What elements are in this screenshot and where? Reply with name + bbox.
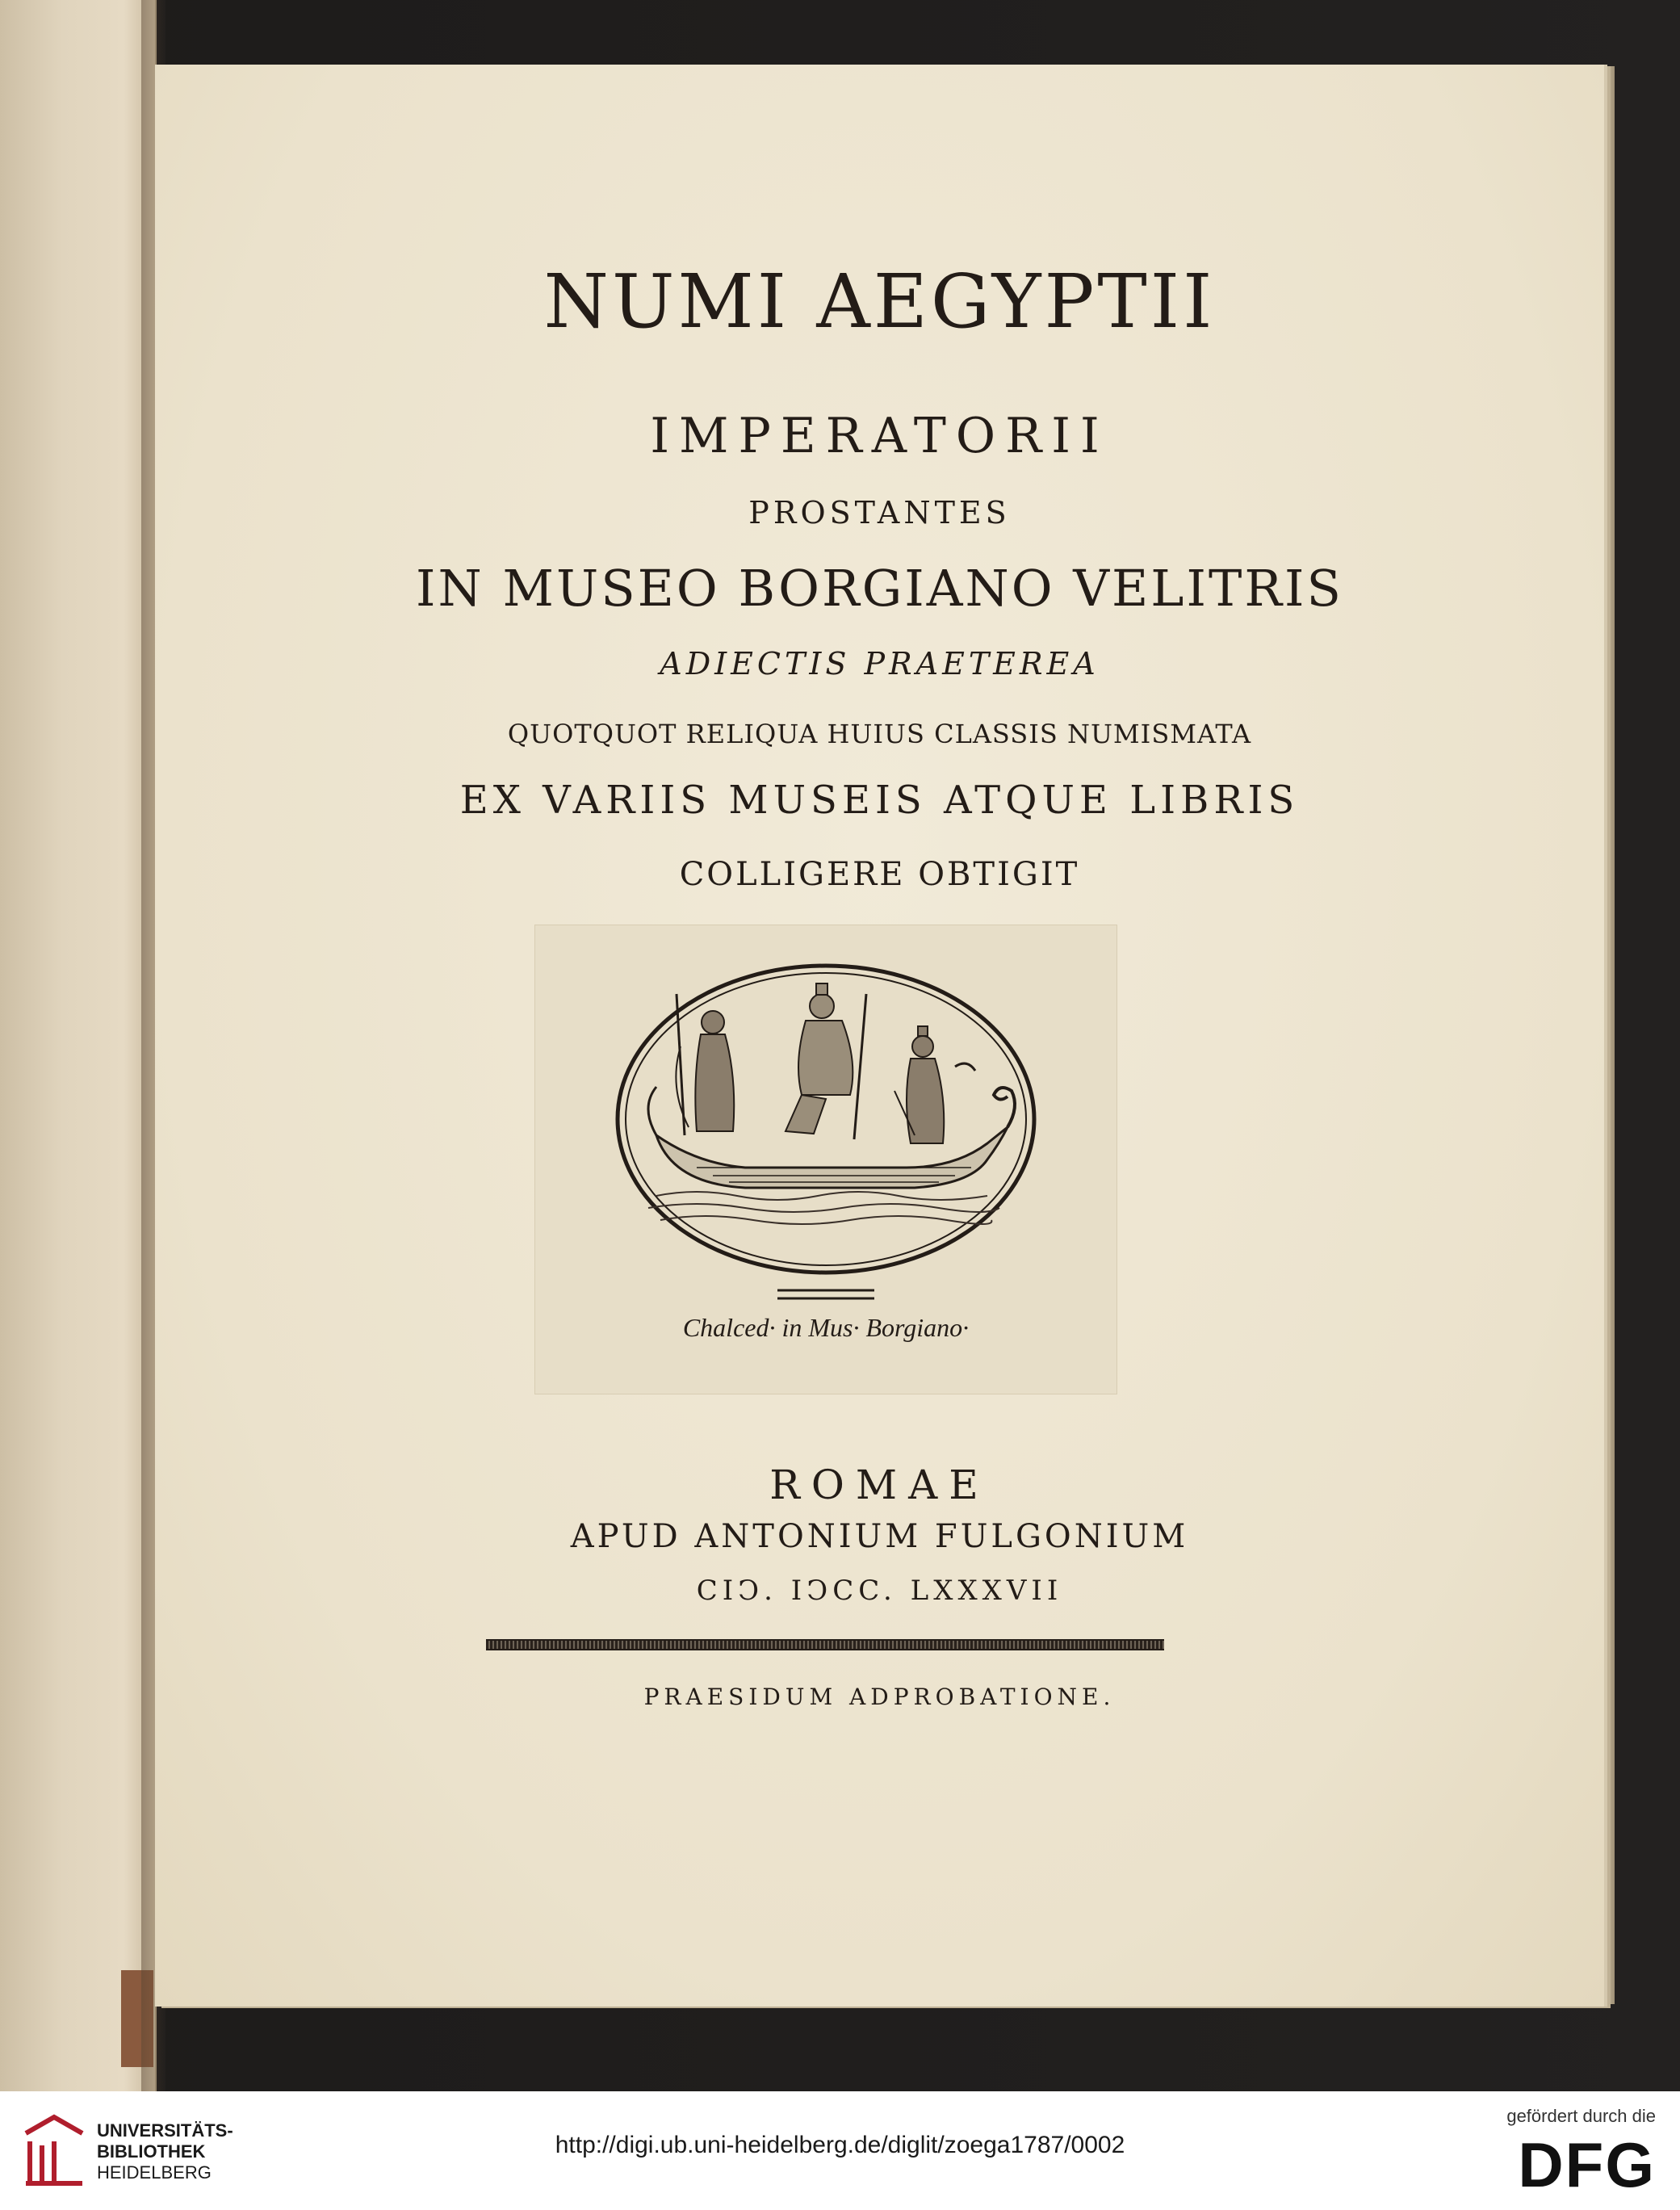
title-line-3: PROSTANTES bbox=[748, 495, 1011, 530]
facing-page bbox=[0, 0, 157, 2091]
dfg-logo[interactable]: DFG bbox=[1518, 2129, 1656, 2200]
permalink-url[interactable]: http://digi.ub.uni-heidelberg.de/diglit/zoega1787/0002 bbox=[555, 2132, 1125, 2158]
title-line-4: IN MUSEO BORGIANO VELITRIS bbox=[416, 559, 1343, 618]
page-edge bbox=[1603, 66, 1615, 2004]
viewer-footer bbox=[0, 2091, 1680, 2210]
title-line-8: COLLIGERE OBTIGIT bbox=[679, 856, 1080, 893]
library-name-line3: HEIDELBERG bbox=[97, 2162, 212, 2183]
title-line-2: IMPERATORII bbox=[650, 408, 1109, 464]
title-line-6: QUOTQUOT RELIQUA HUIUS CLASSIS NUMISMATA bbox=[507, 719, 1252, 749]
engraving-caption: Chalced· in Mus· Borgiano· bbox=[682, 1313, 970, 1342]
title-line-7: EX VARIIS MUSEIS ATQUE LIBRIS bbox=[459, 778, 1300, 823]
main-title: NUMI AEGYPTII bbox=[543, 258, 1216, 345]
imprint-printer: APUD ANTONIUM FULGONIUM bbox=[570, 1518, 1189, 1555]
title-page bbox=[155, 65, 1604, 2007]
engraving-plate bbox=[534, 925, 1117, 1394]
library-name-line2: BIBLIOTHEK bbox=[97, 2141, 206, 2162]
library-name-line1: UNIVERSITÄTS- bbox=[97, 2120, 233, 2141]
imprint-year: CIↃ. IↃCC. LXXXVII bbox=[696, 1575, 1063, 1607]
imprint-approval: PRAESIDUM ADPROBATIONE. bbox=[643, 1684, 1116, 1710]
decorative-rule bbox=[486, 1639, 1164, 1650]
boat-gem-engraving bbox=[535, 925, 1117, 1305]
sponsor-label: gefördert durch die bbox=[1506, 2106, 1656, 2126]
title-line-5: ADIECTIS PRAETEREA bbox=[660, 646, 1100, 681]
imprint-city: ROMAE bbox=[769, 1461, 990, 1508]
